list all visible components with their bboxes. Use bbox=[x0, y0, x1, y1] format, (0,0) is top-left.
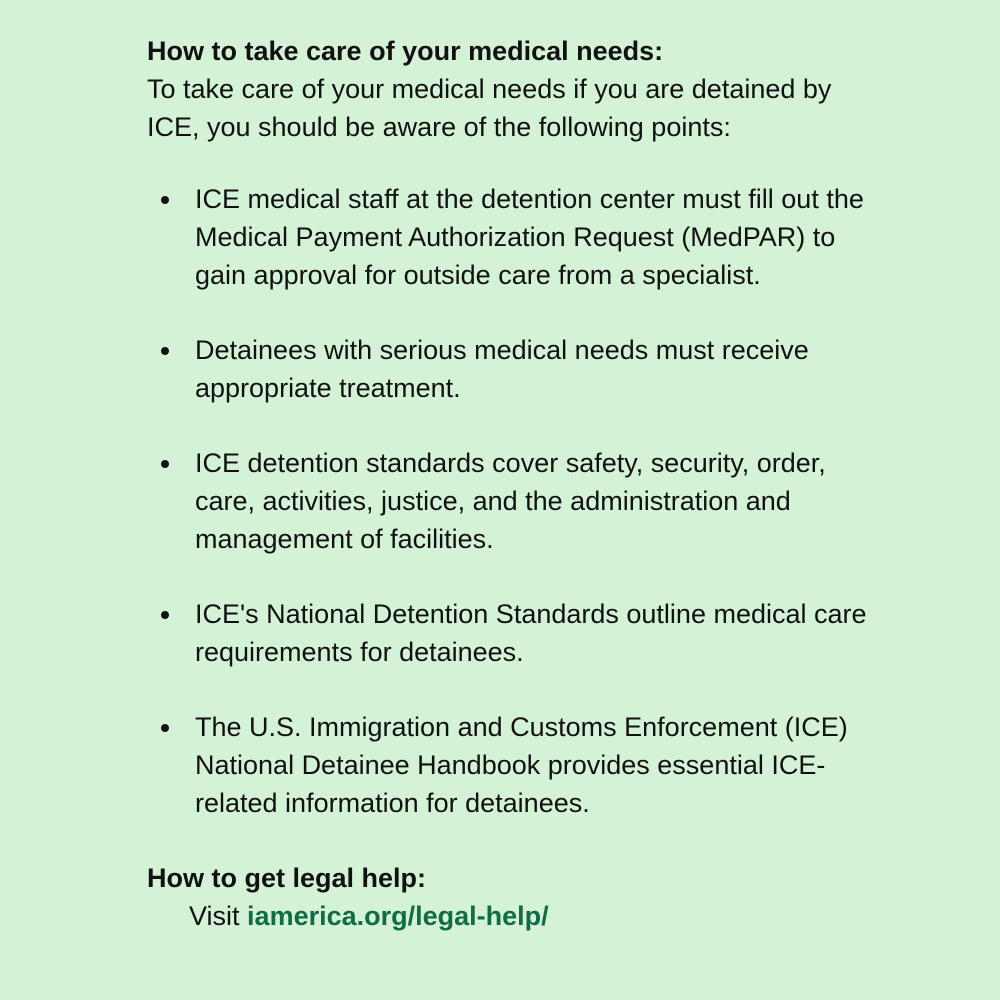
list-item-text: ICE detention standards cover safety, security, order, care, activities, justice, and the administration and management of facilities. bbox=[195, 448, 826, 554]
list-item bbox=[147, 444, 867, 558]
medical-heading: How to take care of your medical needs: bbox=[147, 36, 664, 66]
legal-help-link[interactable]: iamerica.org/legal-help/ bbox=[247, 901, 549, 931]
content-block bbox=[147, 32, 867, 935]
list-item bbox=[147, 331, 867, 407]
list-item-text: The U.S. Immigration and Customs Enforcement (ICE) National Detainee Handbook provides essential ICE-related information for detainees. bbox=[195, 712, 848, 818]
list-item-text: Detainees with serious medical needs must receive appropriate treatment. bbox=[195, 335, 809, 403]
bullet-icon bbox=[161, 460, 169, 468]
visit-prefix: Visit bbox=[189, 901, 240, 931]
list-item bbox=[147, 180, 867, 294]
bullet-icon bbox=[161, 347, 169, 355]
list-item-text: ICE's National Detention Standards outline medical care requirements for detainees. bbox=[195, 599, 867, 667]
legal-heading: How to get legal help: bbox=[147, 863, 427, 893]
medical-intro: To take care of your medical needs if you are detained by ICE, you should be aware of the following points: bbox=[147, 74, 832, 142]
list-item-text: ICE medical staff at the detention center must fill out the Medical Payment Authorization Request (MedPAR) to gain approval for outside care from a specialist. bbox=[195, 184, 864, 290]
bullet-icon bbox=[161, 611, 169, 619]
list-item bbox=[147, 595, 867, 671]
list-item bbox=[147, 708, 867, 822]
legal-visit-line bbox=[147, 897, 867, 935]
bullet-icon bbox=[161, 724, 169, 732]
bullet-icon bbox=[161, 196, 169, 204]
medical-points-list bbox=[147, 180, 867, 822]
